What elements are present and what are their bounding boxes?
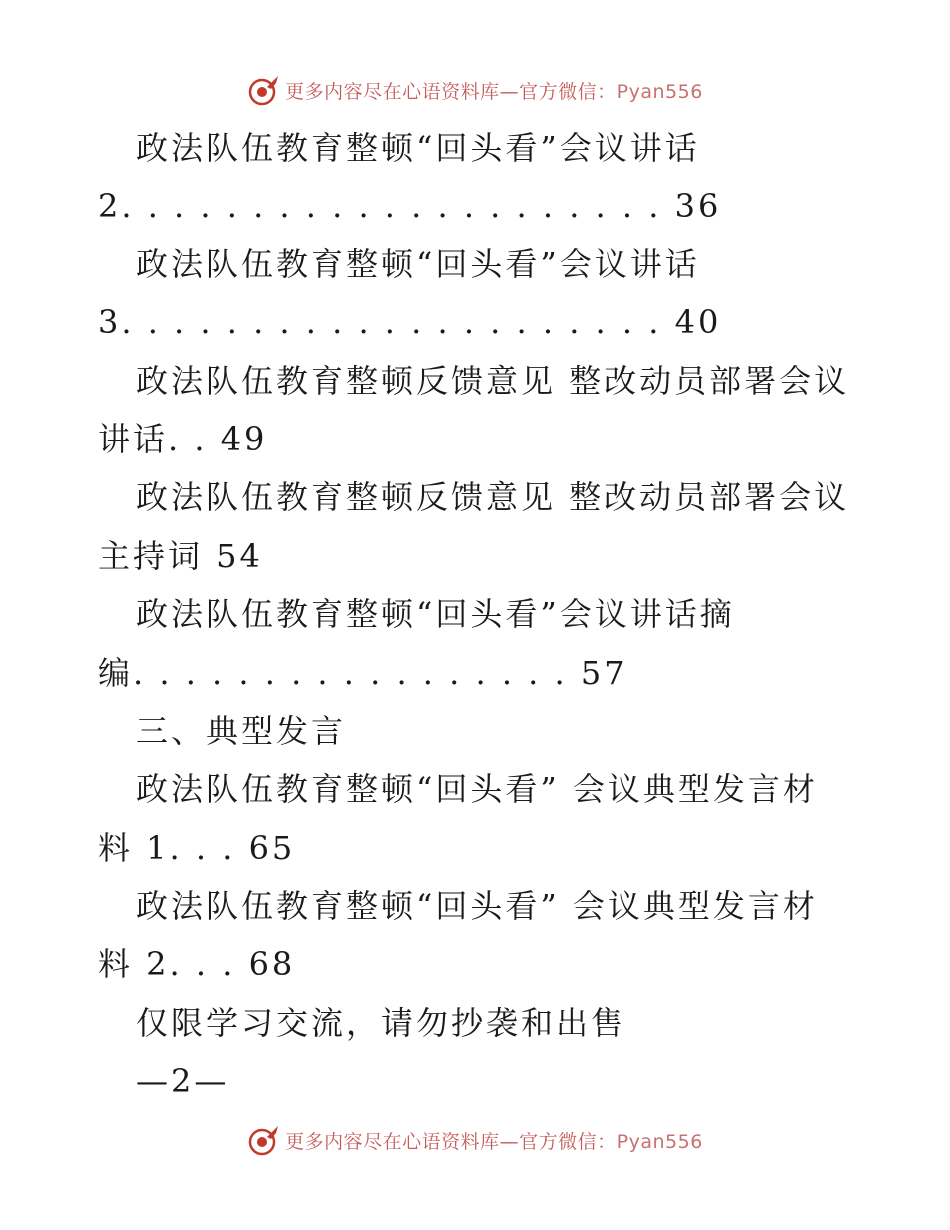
toc-entry-title: 政法队伍教育整顿“回头看” 会议典型发言材 <box>136 887 818 925</box>
page-number: —2— <box>136 1062 230 1100</box>
quill-logo-icon <box>247 1123 281 1157</box>
footer-watermark-text: 更多内容尽在心语资料库—官方微信：Pyan556 <box>285 1130 703 1153</box>
toc-entry-page: 料 1. . . 65 <box>98 829 296 867</box>
toc-entry-page: 讲话. . 49 <box>98 420 268 458</box>
toc-entry-page: 料 2. . . 68 <box>98 945 296 983</box>
footer-watermark-banner <box>0 1120 950 1160</box>
toc-entry-page: 2. . . . . . . . . . . . . . . . . . . . . 36 <box>98 187 722 225</box>
toc-entry-title: 政法队伍教育整顿“回头看”会议讲话 <box>136 245 700 283</box>
toc-entry-title: 政法队伍教育整顿反馈意见 整改动员部署会议 <box>136 478 850 516</box>
toc-entry-page: 编. . . . . . . . . . . . . . . . . 57 <box>98 654 628 692</box>
toc-entry-title: 政法队伍教育整顿“回头看”会议讲话 <box>136 129 700 167</box>
toc-entry-page: 主持词 54 <box>98 537 263 575</box>
header-watermark-text: 更多内容尽在心语资料库—官方微信：Pyan556 <box>285 80 703 103</box>
quill-logo-icon <box>247 73 281 107</box>
header-watermark-banner <box>0 70 950 110</box>
usage-notice: 仅限学习交流，请勿抄袭和出售 <box>136 1004 627 1042</box>
section-heading: 三、典型发言 <box>136 712 347 750</box>
toc-entry-title: 政法队伍教育整顿反馈意见 整改动员部署会议 <box>136 362 850 400</box>
toc-entry-title: 政法队伍教育整顿“回头看” 会议典型发言材 <box>136 770 818 808</box>
toc-entry-page: 3. . . . . . . . . . . . . . . . . . . . . 40 <box>98 303 722 341</box>
toc-entry-title: 政法队伍教育整顿“回头看”会议讲话摘 <box>136 595 735 633</box>
